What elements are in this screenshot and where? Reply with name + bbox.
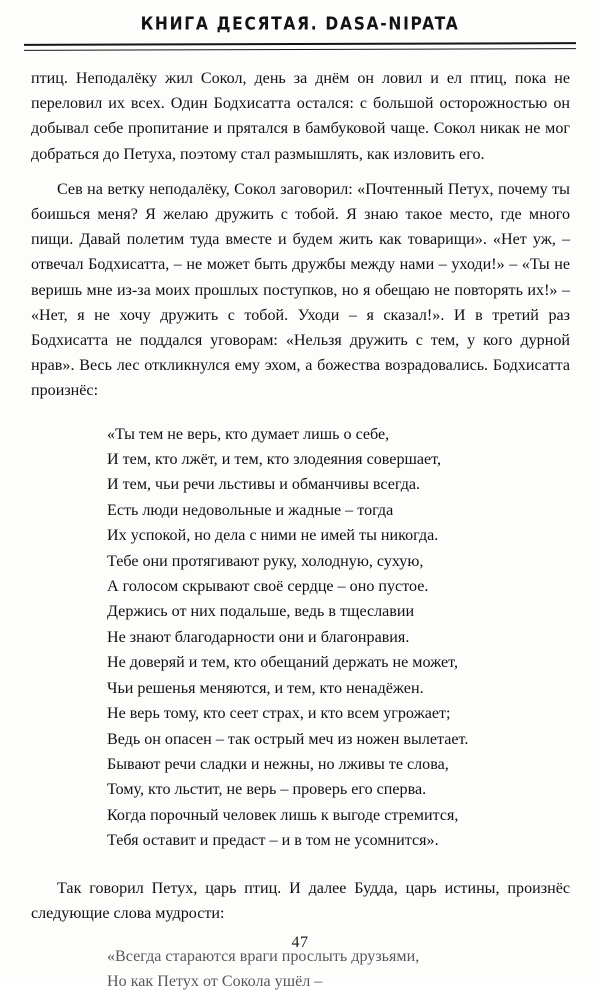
running-head xyxy=(0,14,600,35)
verse-line: А голосом скрывают своё сердце – оно пустое. xyxy=(107,578,429,596)
verse-line: Ведь он опасен – так острый меч из ножен вылетает. xyxy=(107,730,469,748)
verse-line: Есть люди недовольные и жадные – тогда xyxy=(107,501,394,519)
divider-rule-top xyxy=(24,42,576,45)
verse-line: И тем, чьи речи льстивы и обманчивы всегда. xyxy=(107,476,421,494)
verse-line: Бывают речи сладки и нежны, но лживы те слова, xyxy=(107,755,449,773)
verse-line: Когда порочный человек лишь к выгоде стремится, xyxy=(107,806,459,824)
block-spacer xyxy=(31,854,570,876)
verse-line: «Ты тем не верь, кто думает лишь о себе, xyxy=(107,425,390,443)
page-number: 47 xyxy=(291,934,309,951)
page-content xyxy=(31,66,570,995)
verse-line: Но как Петух от Сокола ушёл – xyxy=(107,973,323,991)
verse-line: Тому, кто льстит, не верь – проверь его сперва. xyxy=(107,781,427,799)
verse-line: Их успокой, но дела с ними не имей ты никогда. xyxy=(107,527,439,545)
closing-paragraph: Так говорил Петух, царь птиц. И далее Будда, царь истины, произнёс следующие слова мудрости: xyxy=(31,879,570,922)
verse-line: Не верь тому, кто сеет страх, и кто всем угрожает; xyxy=(107,705,451,723)
running-head-title: КНИГА ДЕСЯТАЯ. DASA-NIPATA xyxy=(140,14,460,35)
verse-line: Тебе они протягивают руку, холодную, сухую, xyxy=(107,552,424,570)
body-paragraph: Сев на ветку неподалёку, Сокол заговорил: «Почтенный Петух, почему ты боишься меня? Я желаю дружить с тобой. Я знаю такое место, где много пищи. Давай полетим туда вместе и будем жить как товарищи». «Нет уж, – отвечал Бодхисатта, – не может быть дружбы между нами – уходи!» – «Ты не веришь мне из-за моих прошлых поступков, но я обещаю не повторять их!» – «Нет, я не хочу дружить с тобой. Уходи – я сказал!». И в третий раз Бодхисатта не поддался уговорам: «Нельзя дружить с тем, у кого дурной нрав». Весь лес откликнулся ему эхом, а божества возрадовались. Бодхисатта произнёс: xyxy=(31,180,570,400)
verse-line: Не знают благодарности они и благонравия. xyxy=(107,628,410,646)
verse-block-main xyxy=(31,422,570,854)
verse-line: Держись от них подальше, ведь в тщеславии xyxy=(107,603,415,621)
header-divider xyxy=(24,43,576,52)
verse-line: И тем, кто лжёт, и тем, кто злодеяния совершает, xyxy=(107,451,442,469)
divider-rule-bottom xyxy=(24,48,576,51)
verse-line: «Всегда стараются враги прослыть друзьями, xyxy=(107,947,420,965)
verse-line: Не доверяй и тем, кто обещаний держать не может, xyxy=(107,654,458,672)
verse-line: Чьи решенья меняются, и тем, кто ненадёжен. xyxy=(107,679,424,697)
body-paragraph: птиц. Неподалёку жил Сокол, день за днём он ловил и ел птиц, пока не переловил их всех. Один Бодхисатта остался: с большой осторожностью он добывал себе пропитание и прятался в бамбуковой чаще. Сокол никак не мог добраться до Петуха, поэтому стал размышлять, как изловить его. xyxy=(31,70,570,163)
verse-line: Тебя оставит и предаст – и в том не усомнится». xyxy=(107,832,439,850)
